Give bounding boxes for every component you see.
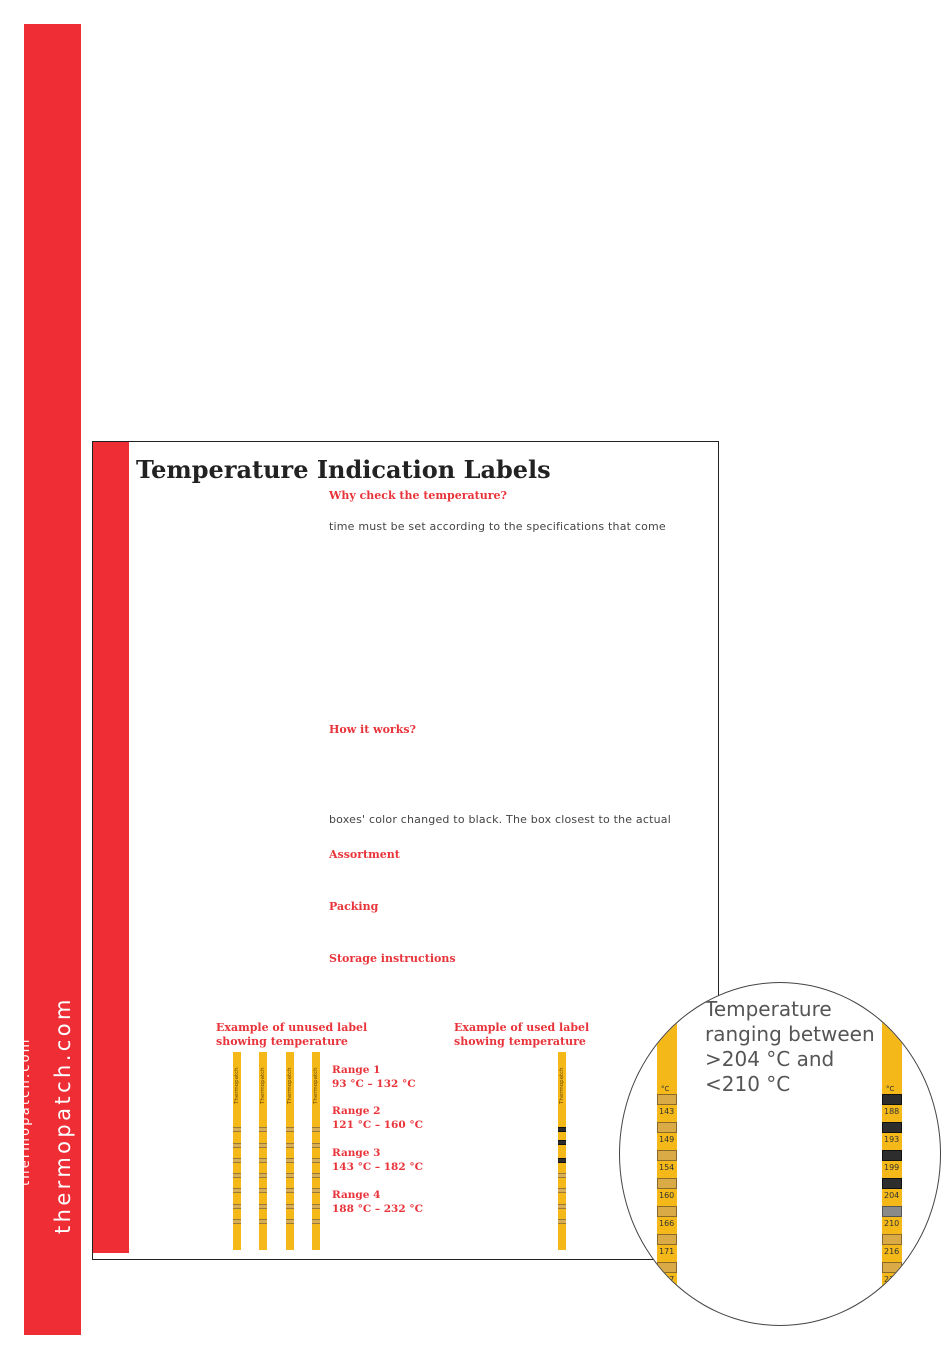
range-2: Range 2 121 °C – 160 °C <box>332 1105 423 1131</box>
heading-why-check: Why check the temperature? <box>329 489 507 502</box>
magnified-unused-strip: °C 143 149 154 160 166 171 177 <box>657 983 677 1326</box>
magnified-indicator-box <box>882 1150 902 1161</box>
strip-temperature-value: 177 <box>659 1275 675 1284</box>
magnified-indicator-box <box>657 1206 677 1217</box>
indicator-box <box>233 1188 241 1193</box>
indicator-box <box>312 1219 320 1224</box>
strip-temperature-value: 221 <box>884 1275 900 1284</box>
magnified-used-strip: °C 188 193 199 204 210 216 221 <box>882 983 902 1326</box>
unused-label-strip-4: Thermopatch <box>312 1052 320 1250</box>
indicator-box <box>286 1204 294 1209</box>
indicator-box <box>233 1219 241 1224</box>
magnified-indicator-box <box>657 1122 677 1133</box>
magnified-indicator-box <box>882 1178 902 1189</box>
magnified-indicator-box <box>882 1234 902 1245</box>
magnified-indicator-box <box>657 1094 677 1105</box>
heading-packing: Packing <box>329 900 379 913</box>
magnifier-zoom <box>619 982 941 1326</box>
indicator-box <box>259 1158 267 1163</box>
heading-how-it-works: How it works? <box>329 723 416 736</box>
unused-label-strip-2: Thermopatch <box>259 1052 267 1250</box>
strip-temperature-value: 204 <box>884 1191 900 1200</box>
indicator-box <box>233 1127 241 1132</box>
strip-temperature-value: 149 <box>659 1135 675 1144</box>
indicator-box <box>312 1127 320 1132</box>
indicator-box <box>558 1219 566 1224</box>
strip-temperature-value: 160 <box>659 1191 675 1200</box>
range-4: Range 4 188 °C – 232 °C <box>332 1189 423 1215</box>
caption-unused-label: Example of unused label showing temperature <box>216 1021 368 1048</box>
indicator-box <box>286 1188 294 1193</box>
card-sidebar <box>93 442 129 1253</box>
indicator-box <box>558 1127 566 1132</box>
indicator-box <box>312 1204 320 1209</box>
unused-label-strip-1: Thermopatch <box>233 1052 241 1250</box>
indicator-box <box>558 1158 566 1163</box>
text-why-check: time must be set according to the specifications that come <box>329 520 666 533</box>
indicator-box <box>312 1158 320 1163</box>
strip-temperature-value: 210 <box>884 1219 900 1228</box>
magnified-indicator-box <box>882 1122 902 1133</box>
magnified-indicator-box <box>882 1206 902 1217</box>
page-title: Temperature Indication Labels <box>136 455 551 484</box>
strip-temperature-value: 166 <box>659 1219 675 1228</box>
indicator-box <box>233 1143 241 1148</box>
indicator-box <box>233 1173 241 1178</box>
caption-used-label: Example of used label showing temperature <box>454 1021 590 1048</box>
indicator-box <box>259 1143 267 1148</box>
unused-label-strip-3: Thermopatch <box>286 1052 294 1250</box>
text-how-it-works: boxes' color changed to black. The box closest to the actual <box>329 813 672 826</box>
indicator-box <box>286 1158 294 1163</box>
indicator-box <box>312 1173 320 1178</box>
indicator-box <box>259 1127 267 1132</box>
strip-temperature-value: 193 <box>884 1135 900 1144</box>
range-1: Range 1 93 °C – 132 °C <box>332 1064 416 1090</box>
magnified-indicator-box <box>882 1094 902 1105</box>
heading-assortment: Assortment <box>329 848 400 861</box>
strip-temperature-value: 154 <box>659 1163 675 1172</box>
heading-storage: Storage instructions <box>329 952 456 965</box>
indicator-box <box>259 1173 267 1178</box>
magnified-indicator-box <box>657 1178 677 1189</box>
strip-temperature-value: 143 <box>659 1107 675 1116</box>
indicator-box <box>558 1140 566 1145</box>
indicator-box <box>286 1143 294 1148</box>
range-3: Range 3 143 °C – 182 °C <box>332 1147 423 1173</box>
brand-website-label: thermopatch.com <box>51 996 75 1234</box>
indicator-box <box>558 1204 566 1209</box>
indicator-box <box>233 1204 241 1209</box>
used-label-strip: Thermopatch <box>558 1052 566 1250</box>
strip-temperature-value: 188 <box>884 1107 900 1116</box>
strip-temperature-value: 216 <box>884 1247 900 1256</box>
card-website-label: thermopatch.com <box>18 1037 33 1186</box>
indicator-box <box>286 1173 294 1178</box>
magnified-indicator-box <box>882 1262 902 1273</box>
indicator-box <box>558 1173 566 1178</box>
indicator-box <box>286 1127 294 1132</box>
indicator-box <box>558 1188 566 1193</box>
indicator-box <box>233 1158 241 1163</box>
indicator-box <box>312 1143 320 1148</box>
indicator-box <box>259 1219 267 1224</box>
strip-temperature-value: 171 <box>659 1247 675 1256</box>
indicator-box <box>259 1204 267 1209</box>
magnifier-caption: Temperature ranging between >204 °C and <210 °C <box>705 997 875 1096</box>
indicator-box <box>286 1219 294 1224</box>
strip-temperature-value: 199 <box>884 1163 900 1172</box>
indicator-box <box>259 1188 267 1193</box>
magnified-indicator-box <box>657 1262 677 1273</box>
indicator-box <box>312 1188 320 1193</box>
magnified-indicator-box <box>657 1150 677 1161</box>
magnified-indicator-box <box>657 1234 677 1245</box>
